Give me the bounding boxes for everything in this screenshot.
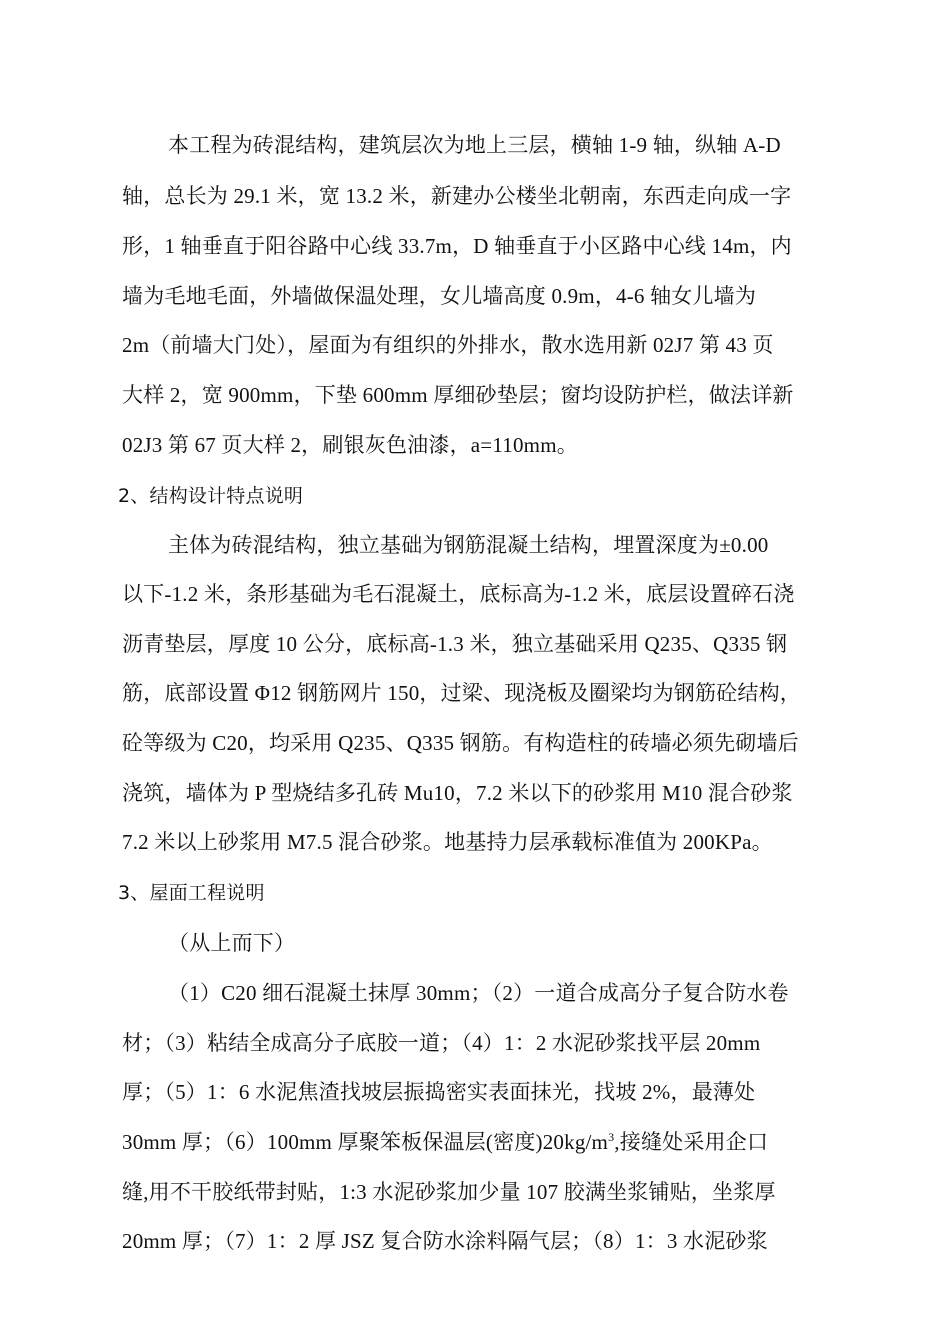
s2-line-2: 以下-1.2 米，条形基础为毛石混凝土，底标高为-1.2 米，底层设置碎石浇 (122, 582, 795, 606)
s3-line-3: 厚；（5）1：6 水泥焦渣找坡层振捣密实表面抹光，找坡 2%，最薄处 (122, 1080, 756, 1104)
superscript-3: 3 (608, 1130, 615, 1144)
s1-line-7: 02J3 第 67 页大样 2，刷银灰色油漆，a=110mm。 (122, 433, 578, 457)
s3-line-6: 20mm 厚；（7）1：2 厚 JSZ 复合防水涂料隔气层；（8）1：3 水泥砂浆 (122, 1229, 768, 1253)
s3-order: （从上而下） (168, 931, 296, 955)
s3-line-4 (122, 1127, 842, 1157)
s3-line-1: （1）C20 细石混凝土抹厚 30mm；（2）一道合成高分子复合防水卷 (168, 981, 789, 1005)
s3-line-5: 缝,用不干胶纸带封贴，1:3 水泥砂浆加少量 107 胶满坐浆铺贴，坐浆厚 (122, 1180, 776, 1204)
s1-line-1: 本工程为砖混结构，建筑层次为地上三层，横轴 1-9 轴，纵轴 A-D (168, 133, 781, 157)
s2-line-3: 沥青垫层，厚度 10 公分，底标高-1.3 米，独立基础采用 Q235、Q335 钢 (122, 632, 788, 656)
s1-line-3: 形，1 轴垂直于阳谷路中心线 33.7m，D 轴垂直于小区路中心线 14m，内 (122, 234, 792, 258)
s3-heading: 3、屋面工程说明 (118, 882, 265, 904)
s1-line-2: 轴，总长为 29.1 米，宽 13.2 米，新建办公楼坐北朝南，东西走向成一字 (122, 184, 792, 208)
s3-line-4-tail: ,接缝处采用企口 (614, 1130, 769, 1154)
s2-heading: 2、结构设计特点说明 (118, 485, 304, 507)
s1-line-4: 墙为毛地毛面，外墙做保温处理，女儿墙高度 0.9m，4-6 轴女儿墙为 (122, 284, 757, 308)
s3-line-2: 材；（3）粘结全成高分子底胶一道；（4）1：2 水泥砂浆找平层 20mm (122, 1031, 761, 1055)
s2-line-5: 砼等级为 C20，均采用 Q235、Q335 钢筋。有构造柱的砖墙必须先砌墙后 (122, 731, 799, 755)
s2-line-7: 7.2 米以上砂浆用 M7.5 混合砂浆。地基持力层承载标准值为 200KPa。 (122, 830, 773, 854)
s1-line-6: 大样 2，宽 900mm，下垫 600mm 厚细砂垫层；窗均设防护栏，做法详新 (122, 383, 794, 407)
s3-line-4-main: 30mm 厚；（6）100mm 厚聚笨板保温层(密度)20kg/m (122, 1130, 609, 1154)
s2-line-6: 浇筑，墙体为 P 型烧结多孔砖 Mu10，7.2 米以下的砂浆用 M10 混合砂浆 (122, 781, 793, 805)
s1-line-5: 2m（前墙大门处），屋面为有组织的外排水，散水选用新 02J7 第 43 页 (122, 333, 774, 357)
s2-line-4: 筋，底部设置 Φ12 钢筋网片 150，过梁、现浇板及圈梁均为钢筋砼结构， (122, 681, 801, 705)
s2-line-1: 主体为砖混结构，独立基础为钢筋混凝土结构，埋置深度为±0.00 (168, 533, 769, 557)
